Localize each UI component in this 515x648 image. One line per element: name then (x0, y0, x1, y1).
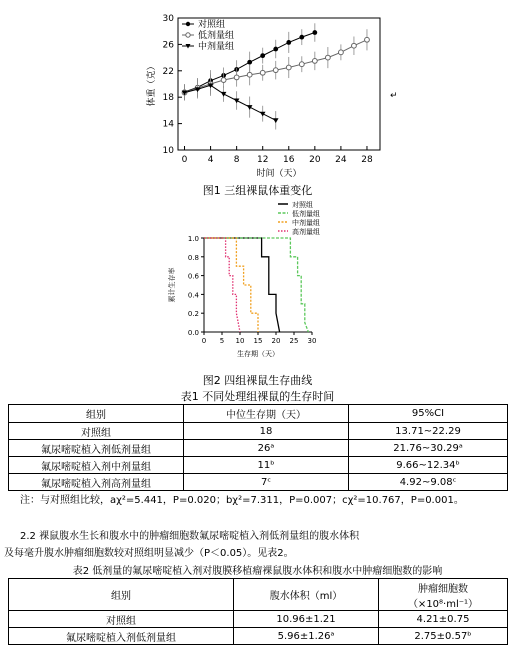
y-tick-label: 0.4 (187, 291, 199, 300)
data-point (299, 35, 304, 40)
data-point (286, 40, 291, 45)
y-axis-label: 体重（克） (147, 61, 157, 107)
data-point (339, 50, 344, 55)
legend-marker (186, 22, 190, 26)
legend-label: 低剂量组 (292, 210, 320, 218)
data-point (273, 68, 278, 73)
legend-label: 中剂量组 (292, 219, 320, 227)
figure1-caption: 图1 三组裸鼠体重变化 (202, 184, 313, 197)
table-cell: 7ᶜ (184, 474, 349, 491)
table1-title: 表1 不同处理组裸鼠的生存时间 (180, 390, 335, 403)
legend-label: 对照组 (198, 20, 226, 30)
survival-table (8, 404, 508, 491)
y-axis-label: 累计生存率 (168, 267, 176, 303)
table-cell: 氟尿嘧啶植入剂低剂量组 (9, 440, 184, 457)
x-tick-label: 8 (233, 155, 240, 165)
table-cell: 13.71~22.29 (349, 423, 508, 440)
survival-chart (160, 198, 360, 368)
x-tick-label: 25 (289, 337, 299, 345)
x-tick-label: 28 (361, 155, 373, 165)
y-tick-label: 30 (162, 14, 174, 24)
data-point (234, 99, 240, 104)
survival-curve (204, 238, 240, 332)
data-point (325, 55, 330, 60)
x-tick-label: 0 (181, 155, 188, 165)
data-point (234, 75, 239, 80)
table1-note: 注：与对照组比较，aχ²=5.441，P=0.020；bχ²=7.311，P=0.007；cχ²=10.767，P=0.001。 (20, 495, 464, 506)
x-axis-label: 生存期（天） (237, 350, 279, 358)
table-cell: 2.75±0.57ᵇ (379, 628, 508, 645)
data-point (312, 59, 317, 64)
x-tick-label: 24 (335, 155, 347, 165)
paragraph-mark: ↵ (390, 91, 398, 101)
y-tick-label: 18 (162, 93, 174, 104)
section-paragraph-cont: 及每毫升腹水肿瘤细胞数较对照组明显减少（P＜0.05）。见表2。 (4, 548, 294, 559)
table1-header: 中位生存期（天） (184, 405, 349, 423)
table2-header: 腹水体积（ml） (234, 579, 379, 611)
data-point (273, 118, 279, 123)
data-point (273, 47, 278, 52)
table-cell: 对照组 (9, 423, 184, 440)
y-tick-label: 26 (162, 40, 174, 51)
legend-label: 低剂量组 (198, 31, 235, 41)
table1-header: 组别 (9, 405, 184, 423)
y-tick-label: 0.0 (187, 329, 199, 337)
y-tick-label: 1.0 (187, 235, 199, 243)
table-cell: 11ᵇ (184, 457, 349, 474)
x-axis-label: 时间（天） (256, 169, 302, 179)
data-point (352, 43, 357, 48)
x-tick-label: 30 (307, 337, 317, 345)
table-cell: 氟尿嘧啶植入剂低剂量组 (9, 628, 234, 645)
table-cell: 对照组 (9, 611, 234, 628)
data-point (299, 62, 304, 67)
data-point (260, 112, 266, 117)
x-tick-label: 20 (271, 337, 281, 345)
data-point (221, 92, 227, 97)
figure2-caption: 图2 四组裸鼠生存曲线 (202, 374, 313, 387)
y-tick-label: 10 (162, 146, 174, 156)
table-cell: 26ᵃ (184, 440, 349, 457)
table2-header: 肿瘤细胞数 （×10⁸·ml⁻¹） (379, 579, 508, 611)
data-point (247, 105, 253, 110)
weight-chart (140, 4, 420, 182)
table2-title: 表2 低剂量的氟尿嘧啶植入剂对腹膜移植瘤裸鼠腹水体积和腹水中肿瘤细胞数的影响 (72, 566, 443, 577)
table-cell: 9.66~12.34ᵇ (349, 457, 508, 474)
y-tick-label: 0.6 (187, 272, 199, 281)
data-point (221, 78, 226, 83)
y-tick-label: 22 (162, 66, 174, 77)
y-tick-label: 0.8 (187, 253, 199, 262)
table-cell: 氟尿嘧啶植入剂高剂量组 (9, 474, 184, 491)
table-cell: 21.76~30.29ᵃ (349, 440, 508, 457)
y-tick-label: 14 (162, 119, 174, 130)
table1-header: 95%CI (349, 405, 508, 423)
legend-label: 中剂量组 (198, 42, 235, 52)
table-cell: 氟尿嘧啶植入剂中剂量组 (9, 457, 184, 474)
x-tick-label: 5 (219, 337, 225, 345)
x-tick-label: 16 (283, 155, 295, 165)
x-tick-label: 20 (309, 155, 321, 165)
table2-header: 组别 (9, 579, 234, 611)
data-point (260, 53, 265, 58)
survival-curve (204, 238, 308, 332)
y-tick-label: 0.2 (187, 310, 199, 319)
x-tick-label: 0 (201, 337, 207, 345)
data-point (247, 60, 252, 65)
legend-marker (186, 33, 190, 37)
survival-curve (204, 238, 258, 332)
legend-label: 高剂量组 (292, 228, 320, 236)
legend-label: 对照组 (292, 201, 313, 209)
ascites-table (8, 578, 508, 645)
table-cell: 5.96±1.26ᵃ (234, 628, 379, 645)
data-point (247, 72, 252, 77)
data-point (286, 65, 291, 70)
table-cell: 4.92~9.08ᶜ (349, 474, 508, 491)
section-paragraph: 2.2 裸鼠腹水生长和腹水中的肿瘤细胞数氟尿嘧啶植入剂低剂量组的腹水体积 (20, 531, 360, 542)
x-tick-label: 15 (253, 337, 263, 345)
table-cell: 18 (184, 423, 349, 440)
data-point (365, 37, 370, 42)
table-cell: 4.21±0.75 (379, 611, 508, 628)
data-point (312, 30, 317, 35)
survival-curve (204, 238, 280, 332)
x-tick-label: 10 (235, 337, 245, 345)
table-cell: 10.96±1.21 (234, 611, 379, 628)
x-tick-label: 12 (256, 155, 269, 165)
x-tick-label: 4 (207, 155, 214, 165)
data-point (260, 70, 265, 75)
